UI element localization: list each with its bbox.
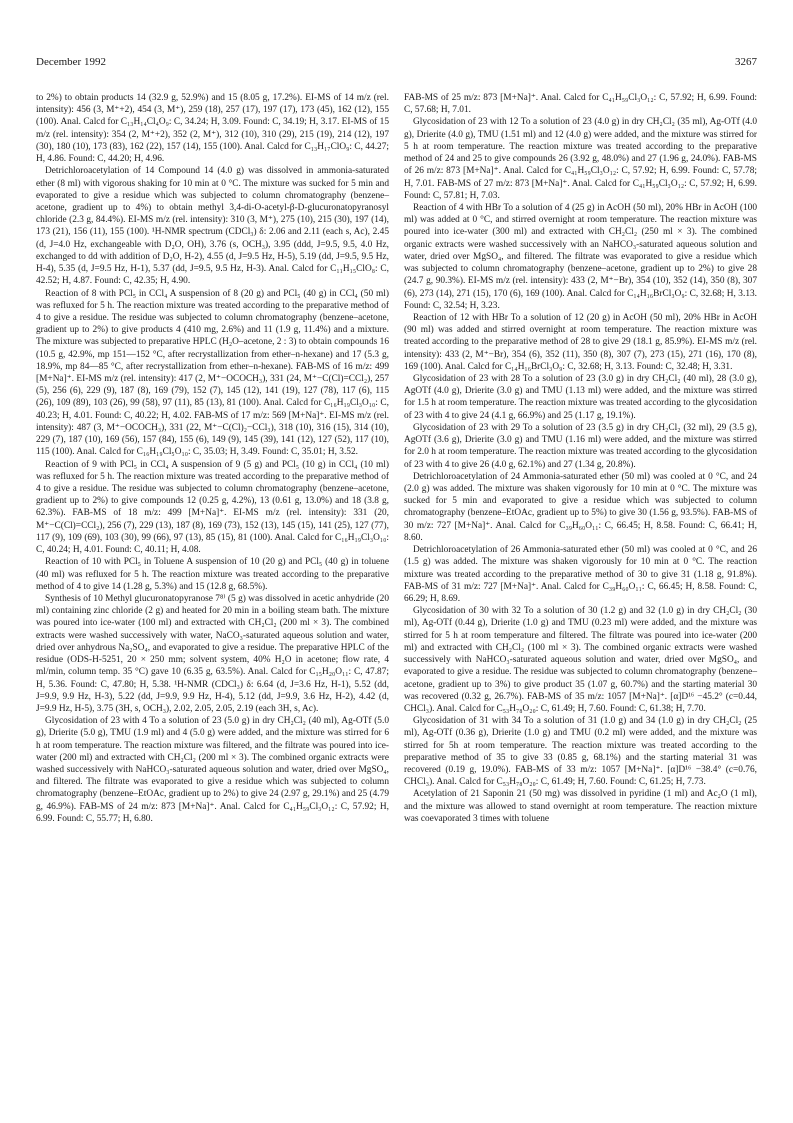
paragraph-glycosidation-23-29: Glycosidation of 23 with 29 To a solution of 23 (3.5 g) in dry CH₂Cl₂ (32 ml), 29 (3.5 g), AgOTf (3.6 g), Drierite (3.0 g) and TMU (1.16 ml) were added, and the mixture was stirred for 2.0 h at room temperature. The reaction mixture was treated according to the glycosidation of 23 with 4 to give 26 (4.0 g, 62.1%) and 27 (1.34 g, 20.8%). — [404, 422, 757, 470]
paragraph-reaction-12-hbr: Reaction of 12 with HBr To a solution of 12 (20 g) in AcOH (50 ml), 20% HBr in AcOH (90 ml) was added and stirred overnight at room temperature. The reaction mixture was treated according to the preparative method of 28 to give 29 (18.1 g, 85.9%). EI-MS m/z (rel. intensity): 433 (2, M⁺−Br), 354 (6), 352 (11), 350 (8), 307 (7), 273 (15), 271 (16), 170 (8), 169 (100). Anal. Calcd for C₁₄H₁₆BrCl₃O₉: C, 32.68; H, 3.13. Found: C, 32.48; H, 3.31. — [404, 312, 757, 372]
paragraph-glycosidation-31-34: Glycosidation of 31 with 34 To a solution of 31 (1.0 g) and 34 (1.0 g) in dry CH₂Cl₂ (25 ml), Ag-OTf (0.36 g), Drierite (1.0 g) and TMU (0.2 ml) were added, and the mixture was stirred for 5h at room temperature. The reaction mixture was treated according to the preparative method of 35 to give 33 (0.85 g, 68.1%) and the starting material 31 was recovered (0.19 g, 19.0%). FAB-MS of 33 m/z: 1057 [M+Na]⁺. [α]D¹⁶ −38.4° (c=0.76, CHCl₃). Anal. Calcd for C₅₃H₇₈O₂₀: C, 61.49; H, 7.60. Found: C, 61.25; H, 7.73. — [404, 716, 757, 788]
paragraph-acetylation-21: Acetylation of 21 Saponin 21 (50 mg) was dissolved in pyridine (1 ml) and Ac₂O (1 ml), and the mixture was allowed to stand overnight at room temperature. The reaction mixture was coevaporated 3 times with toluene — [404, 789, 757, 824]
paragraph-fab-ms-25: FAB-MS of 25 m/z: 873 [M+Na]⁺. Anal. Calcd for C₄₁H₅₉Cl₃O₁₂: C, 57.92; H, 6.99. Found: C, 57.68; H, 7.01. — [404, 93, 757, 116]
paragraph-detrichloroacetylation-14: Detrichloroacetylation of 14 Compound 14 (4.0 g) was dissolved in ammonia-saturated ether (8 ml) with vigorous shaking for 10 min at 0 °C. The mixture was sucked for 5 min and evaporated to give a residue which was subjected to column chromatography (benzene–acetone, gradient up to 4%) to obtain methyl 3,4-di-O-acetyl-β-D-glucuronatopyranosyl chloride (2.3 g, 84.4%). EI-MS m/z (rel. intensity): 310 (3, M⁺), 275 (10), 215 (30), 197 (14), 173 (21), 156 (11), 155 (100). ¹H-NMR spectrum (CDCl₃) δ: 2.06 and 2.11 (each s, Ac), 2.45 (d, J=4.0 Hz, exchangeable with D₂O, OH), 3.76 (s, OCH₃), 3.95 (ddd, J=9.5, 9.5, 4.0 Hz, exchanged to dd with addition of D₂O, H-2), 4.55 (d, J=9.5 Hz, H-5), 5.19 (dd, J=9.5, 9.5 Hz, H-4), 5.35 (d, J=9.5 Hz, H-1), 5.37 (dd, J=9.5, 9.5 Hz, H-3). Anal. Calcd for C₁₁H₁₅ClO₈: C, 42.52; H, 4.87. Found: C, 42.35; H, 4.90. — [36, 166, 389, 287]
paragraph-reaction-10-pcl5: Reaction of 10 with PCl₅ in Toluene A suspension of 10 (20 g) and PCl₅ (40 g) in toluene (40 ml) was refluxed for 5 h. The reaction mixture was treated according to the preparative method of 4 to give 14 (1.28 g, 5.3%) and 15 (12.8 g, 68.5%). — [36, 557, 389, 592]
header-date: December 1992 — [36, 56, 106, 68]
paragraph-continuation: to 2%) to obtain products 14 (32.9 g, 52.9%) and 15 (8.05 g, 17.2%). EI-MS of 14 m/z (rel. intensity): 456 (3, M⁺+2), 454 (3, M⁺), 259 (18), 257 (17), 197 (17), 173 (45), 162 (12), 155 (100). Anal. Calcd for C₁₃H₁₄Cl₄O₉: C, 34.24; H, 3.09. Found: C, 34.19; H, 3.17. EI-MS of 15 m/z (rel. intensity): 354 (2, M⁺+2), 352 (2, M⁺), 312 (10), 310 (29), 215 (19), 214 (12), 197 (30), 180 (10), 173 (83), 162 (22), 157 (14), 155 (100). Anal. Calcd for C₁₃H₁₇ClO₉: C, 44.27; H, 4.86. Found: C, 44.20; H, 4.96. — [36, 93, 389, 165]
page-number: 3267 — [735, 56, 757, 68]
paragraph-detrichloroacetylation-26: Detrichloroacetylation of 26 Ammonia-saturated ether (50 ml) was cooled at 0 °C, and 26 (1.5 g) was added. The mixture was shaken vigorously for 10 min at 0 °C. The reaction mixture was treated according to the preparative method of 30 to give 31 (1.18 g, 91.8%). FAB-MS of 31 m/z: 727 [M+Na]⁺. Anal. Calcd for C₃₉H₆₀O₁₁: C, 66.45; H, 8.58. Found: C, 66.29; H, 8.69. — [404, 545, 757, 604]
paragraph-glycosidation-23-12: Glycosidation of 23 with 12 To a solution of 23 (4.0 g) in dry CH₂Cl₂ (35 ml), Ag-OTf (4.0 g), Drierite (4.0 g), TMU (1.51 ml) and 12 (4.0 g) were added, and the mixture was stirred for 5 h at room temperature. The reaction mixture was treated according to the preparative method of 24 and 25 to give compounds 26 (3.92 g, 48.0%) and 27 (1.96 g, 24.0%). FAB-MS of 26 m/z: 873 [M+Na]⁺. Anal. Calcd for C₄₁H₅₉Cl₃O₁₂: C, 57.92; H, 6.99. Found: C, 57.78; H, 7.01. FAB-MS of 27 m/z: 873 [M+Na]⁺. Anal. Calcd for C₄₁H₅₉Cl₃O₁₂: C, 57.92; H, 6.99. Found: C, 57.81; H, 7.03. — [404, 117, 757, 201]
paragraph-detrichloroacetylation-24: Detrichloroacetylation of 24 Ammonia-saturated ether (50 ml) was cooled at 0 °C, and 24 (2.0 g) was added. The mixture was shaken vigorously for 10 min at 0 °C. The mixture was sucked for 5 min and evaporated to give a residue which was subjected to column chromatography (benzene–EtOAc, gradient up to 5%) to give 30 (1.56 g, 93.5%). FAB-MS of 30 m/z: 727 [M+Na]⁺. Anal. Calcd for C₃₉H₆₀O₁₁: C, 66.45; H, 8.58. Found: C, 66.41; H, 8.60. — [404, 471, 757, 543]
right-column — [404, 92, 757, 825]
paragraph-reaction-8-pcl5: Reaction of 8 with PCl₅ in CCl₄ A suspension of 8 (20 g) and PCl₅ (40 g) in CCl₄ (50 ml) was refluxed for 5 h. The reaction mixture was treated according to the preparative method of 4 to give a residue. The residue was subjected to column chromatography (benzene–acetone, gradient up to 2%) to give products 4 (410 mg, 2.6%) and 11 (1.9 g, 11.4%) and a mixture. The mixture was subjected to preparative HPLC (H₂O–acetone, 2 : 3) to obtain compounds 16 (10.5 g, 42.9%, mp 151—152 °C, after recrystallization from ether–n-hexane) and 17 (5.3 g, 18.9%, mp 84—85 °C, after recrystallization from ether–n-hexane). FAB-MS of 16 m/z: 499 [M+Na]⁺. EI-MS m/z (rel. intensity): 417 (2, M⁺−OCOCH₃), 331 (24, M⁺−C(Cl)=CCl₂), 257 (5), 256 (6), 229 (9), 187 (8), 169 (79), 152 (7), 145 (12), 141 (19), 127 (78), 117 (6), 115 (26), 109 (89), 103 (26), 99 (58), 97 (11), 85 (13), 81 (100). Anal. Calcd for C₁₆H₁₉Cl₃O₁₀: C, 40.23; H, 4.01. Found: C, 40.22; H, 4.02. FAB-MS of 17 m/z: 569 [M+Na]⁺. EI-MS m/z (rel. intensity): 487 (3, M⁺−OCOCH₃), 331 (22, M⁺−C(Cl)₂−CCl₃), 318 (10), 316 (15), 314 (10), 229 (7), 187 (10), 169 (56), 157 (84), 155 (6), 149 (9), 145 (39), 141 (12), 127 (52), 117 (10), 115 (100). Anal. Calcd for C₁₆H₁₉Cl₅O₁₀: C, 35.03; H, 3.49. Found: C, 35.01; H, 3.52. — [36, 288, 389, 458]
left-column — [36, 92, 389, 825]
paragraph-reaction-9-pcl5: Reaction of 9 with PCl₅ in CCl₄ A suspension of 9 (5 g) and PCl₅ (10 g) in CCl₄ (10 ml) was refluxed for 5 h. The reaction mixture was treated according to the preparative method of 4 to give a residue. The residue was subjected to column chromatography (benzene–acetone, gradient up to 2%) to give compounds 12 (0.25 g, 4.2%), 13 (0.61 g, 13.0%) and 18 (3.8 g, 62.3%). FAB-MS of 18 m/z: 499 [M+Na]⁺. EI-MS m/z (rel. intensity): 331 (20, M⁺−C(Cl)=CCl₂), 256 (7), 229 (13), 187 (8), 169 (73), 152 (13), 145 (15), 141 (25), 127 (77), 117 (9), 109 (69), 103 (30), 99 (66), 97 (13), 85 (15), 81 (100). Anal. Calcd for C₁₆H₁₉Cl₃O₁₀: C, 40.24; H, 4.01. Found: C, 40.11; H, 4.08. — [36, 459, 389, 556]
paragraph-glycosidation-23-28: Glycosidation of 23 with 28 To a solution of 23 (3.0 g) in dry CH₂Cl₂ (40 ml), 28 (3.0 g), AgOTf (4.0 g), Drierite (3.0 g) and TMU (1.13 ml) were added, and the mixture was stirred for 1.5 h at room temperature. The reaction mixture was treated according to the glycosidation of 23 with 4 to give 24 (4.1 g, 66.9%) and 25 (1.17 g, 19.1%). — [404, 374, 757, 421]
paragraph-synthesis-10: Synthesis of 10 Methyl glucuronatopyranose 7⁸⁾ (5 g) was dissolved in acetic anhydride (20 ml) containing zinc chloride (2 g) and heated for 20 min in a boiling steam bath. The mixture was poured into ice-water (100 ml) and extracted with CH₂Cl₂ (200 ml × 3). The combined extracts were washed successively with water, NaCO₃-saturated aqueous solution and water, dried over anhydrous Na₂SO₄, and evaporated to give a residue. The preparative HPLC of the residue (ODS-H-5251, 20 × 250 mm; solvent system, 40% H₂O in acetone; flow rate, 4 ml/min, column temp. 35 °C) gave 10 (6.35 g, 63.5%). Anal. Calcd for C₁₅H₂₀O₁₁: C, 47.87; H, 5.36. Found: C, 47.80; H, 5.38. ¹H-NMR (CDCl₃) δ: 6.64 (d, J=3.6 Hz, H-1), 5.52 (dd, J=9.9, 9.9 Hz, H-3), 5.22 (dd, J=9.9, 9.9 Hz, H-4), 5.12 (dd, J=9.9, 3.6 Hz, H-2), 4.42 (d, J=9.9 Hz, H-5), 3.75 (3H, s, OCH₃), 2.02, 2.05, 2.05, 2.19 (each 3H, s, Ac). — [36, 593, 389, 714]
paragraph-reaction-4-hbr: Reaction of 4 with HBr To a solution of 4 (25 g) in AcOH (50 ml), 20% HBr in AcOH (100 ml) was added at 0 °C, and stirred overnight at room temperature. The reaction mixture was poured into ice-water (300 ml) and extracted with CH₂Cl₂ (250 ml × 3). The combined organic extracts were washed successively with an NaHCO₃-saturated aqueous solution and water, dried over MgSO₄, and filtered. The filtrate was evaporated to give a residue which was subjected to column chromatography (benzene–acetone, gradient up to 2%) to give 28 (24.7 g, 90.3%). EI-MS m/z (rel. intensity): 433 (2, M⁺−Br), 354 (10), 352 (14), 350 (8), 307 (6), 273 (14), 271 (15), 170 (6), 169 (100). Anal. Calcd for C₁₄H₁₆BrCl₃O₉: C, 32.68; H, 3.13. Found: C, 32.54; H, 3.23. — [404, 202, 757, 311]
paragraph-glycosidation-23-4: Glycosidation of 23 with 4 To a solution of 23 (5.0 g) in dry CH₂Cl₂ (40 ml), Ag-OTf (5.0 g), Drierite (5.0 g), TMU (1.9 ml) and 4 (5.0 g) were added, and the mixture was stirred for 6 h at room temperature. The reaction mixture was filtered, and the filtrate was poured into ice-water (200 ml) and extracted with CH₂Cl₂ (200 ml × 3). The combined organic extracts were washed successively with NaHCO₃-saturated aqueous solution and water, dried over MgSO₄, and filtered. The filtrate was evaporated to give a residue which was subjected to column chromatography (benzene–EtOAc, gradient up to 2%) to give 24 (2.97 g, 29.1%) and 25 (4.79 g, 46.9%). FAB-MS of 24 m/z: 873 [M+Na]⁺. Anal. Calcd for C₄₁H₅₉Cl₃O₁₂: C, 57.92; H, 6.99. Found: C, 55.77; H, 6.80. — [36, 716, 389, 824]
running-header — [36, 56, 757, 72]
paragraph-glycosidation-30-32: Glycosidation of 30 with 32 To a solution of 30 (1.2 g) and 32 (1.0 g) in dry CH₂Cl₂ (30 ml), Ag-OTf (0.44 g), Drierite (1.0 g) and TMU (0.23 ml) were added, and the mixture was stirred for 5 h at room temperature and filtered. The filtrate was poured into ice-water (200 ml) and extracted with CH₂Cl₂ (100 ml × 3). The combined organic extracts were washed successively with NaHCO₃-saturated aqueous solution and water, dried over MgSO₄, and evaporated to give a residue. The residue was subjected to column chromatography (benzene–acetone, gradient up to 3%) to give product 35 (1.07 g, 60.7%) and the starting material 30 was recovered (0.32 g, 26.7%). FAB-MS of 35 m/z: 1057 [M+Na]⁺. [α]D¹⁶ −45.2° (c=0.44, CHCl₃). Anal. Calcd for C₅₃H₇₈O₂₀: C, 61.49; H, 7.60. Found: C, 61.38; H, 7.70. — [404, 606, 757, 714]
